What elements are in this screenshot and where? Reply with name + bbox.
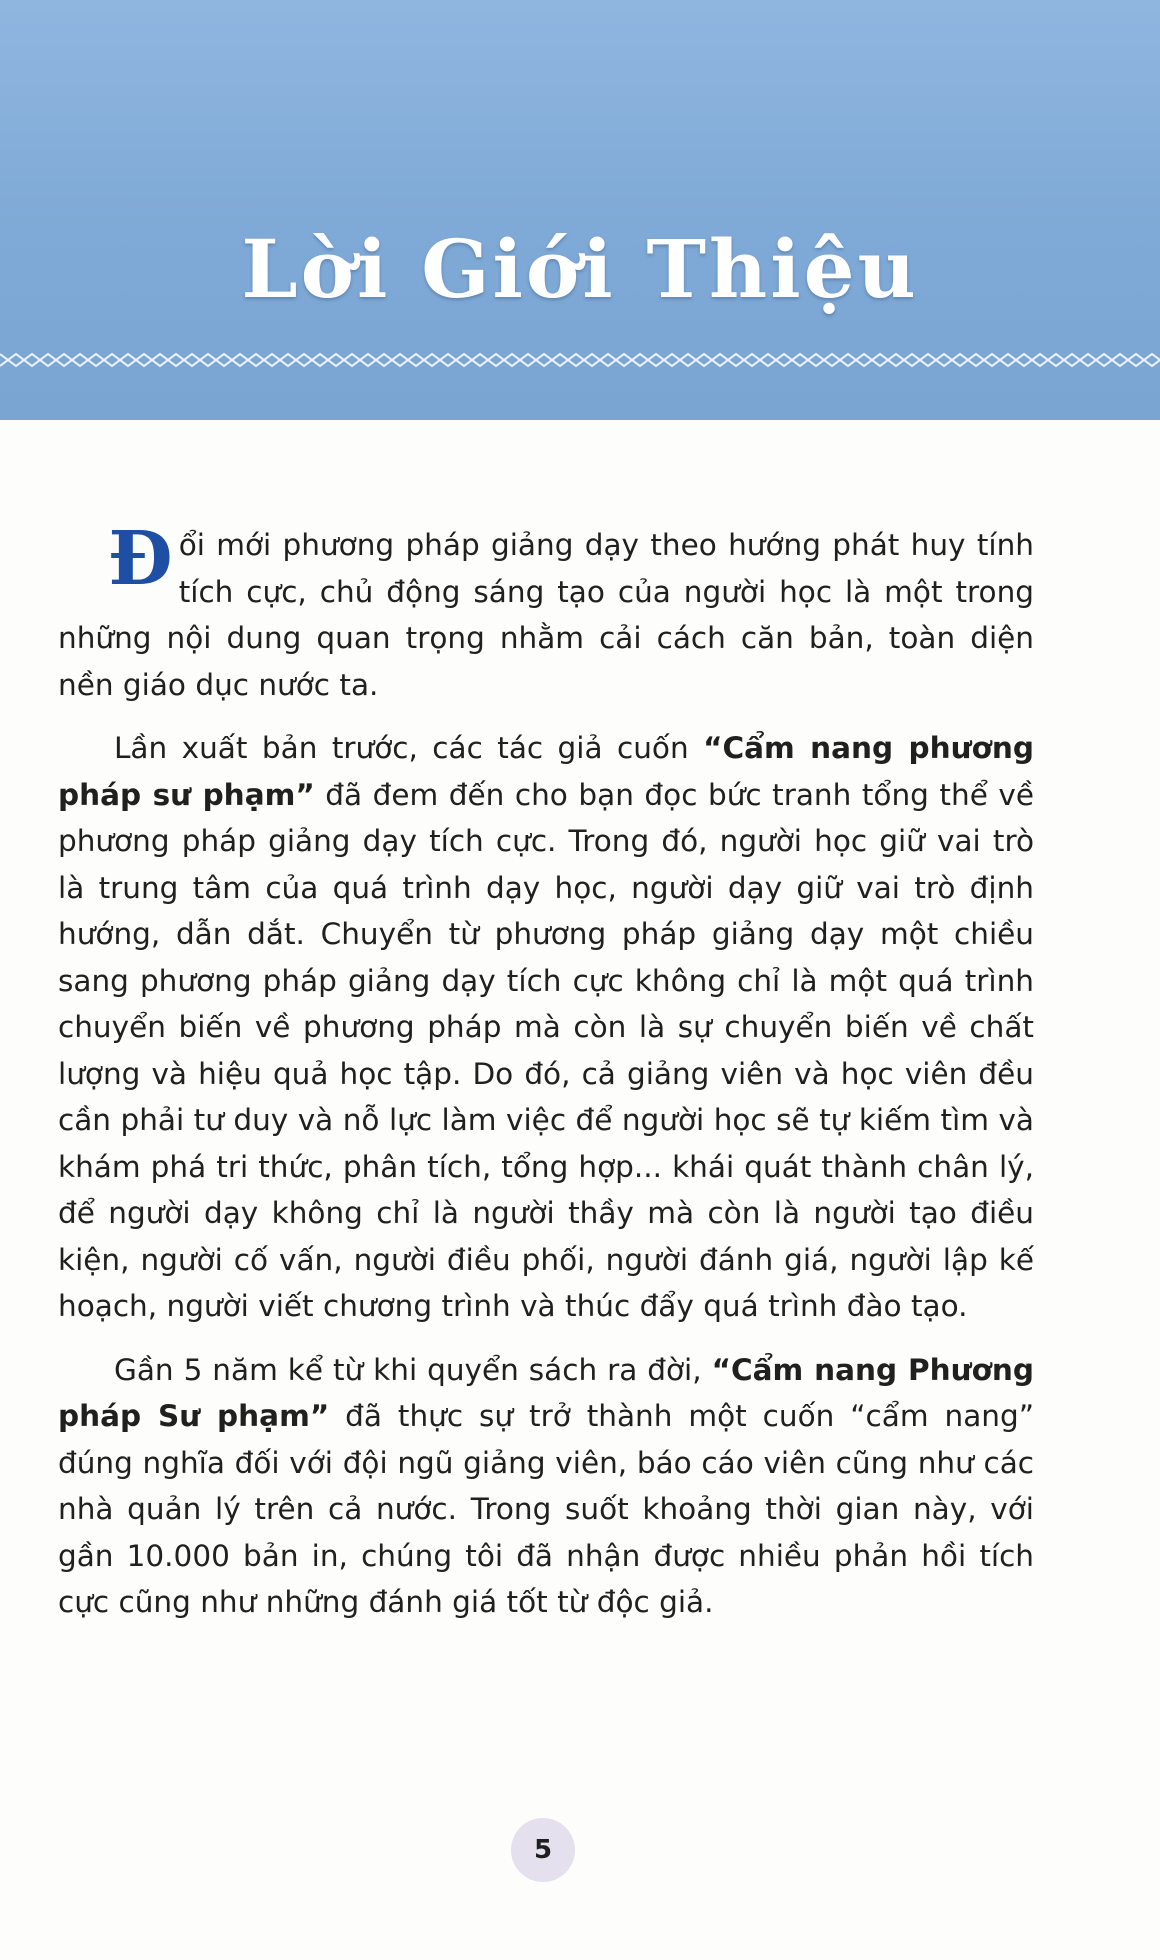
page-number: 5 bbox=[511, 1818, 575, 1882]
paragraph-3-lead: Gần 5 năm kể từ khi quyển sách ra đời, bbox=[114, 1352, 712, 1387]
paragraph-2 bbox=[58, 725, 1034, 1330]
chapter-header-band bbox=[0, 0, 1160, 420]
book-title-reference: “Cẩm nang Phương pháp Sư phạm” bbox=[58, 1352, 1034, 1433]
paragraph-2-lead: Lần xuất bản trước, các tác giả cuốn bbox=[114, 731, 704, 765]
paragraph-2-text: đã đem đến cho bạn đọc bức tranh tổng thể về phương pháp giảng dạy tích cực. Trong đó, người học giữ vai trò là trung tâm của quá trình dạy học, người dạy giữ vai trò định hướng, dẫn dắt. Chuyển từ phương pháp giảng dạy một chiều sang phương pháp giảng dạy tích cực không chỉ là một quá trình chuyển biến về phương pháp mà còn là sự chuyển biến về chất lượng và hiệu quả học tập. Do đó, cả giảng viên và học viên đều cần phải tư duy và nỗ lực làm việc để người học sẽ tự kiếm tìm và khám phá tri thức, phân tích, tổng hợp... khái quát thành chân lý, để người dạy không chỉ là người thầy mà còn là người tạo điều kiện, người cố vấn, người điều phối, người đánh giá, người lập kế hoạch, người viết chương trình và thúc đẩy quá trình đào tạo. bbox=[58, 777, 1034, 1323]
paragraph-3 bbox=[58, 1347, 1034, 1626]
body-text bbox=[58, 516, 1034, 1643]
paragraph-1-text: ổi mới phương pháp giảng dạy theo hướng phát huy tính tích cực, chủ động sáng tạo của người học là một trong những nội dung quan trọng nhằm cải cách căn bản, toàn diện nền giáo dục nước ta. bbox=[58, 528, 1034, 702]
drop-cap: Đ bbox=[108, 516, 173, 602]
chapter-title: Lời Giới Thiệu bbox=[241, 222, 919, 316]
paragraph-1 bbox=[58, 516, 1034, 708]
decorative-zigzag-border bbox=[0, 348, 1160, 372]
paragraph-3-text: đã thực sự trở thành một cuốn “cẩm nang” đúng nghĩa đối với đội ngũ giảng viên, báo cáo viên cũng như các nhà quản lý trên cả nước. Trong suốt khoảng thời gian này, với gần 10.000 bản in, chúng tôi đã nhận được nhiều phản hồi tích cực cũng như những đánh giá tốt từ độc giả. bbox=[58, 1399, 1034, 1619]
book-title-reference: “Cẩm nang phương pháp sư phạm” bbox=[58, 731, 1034, 812]
